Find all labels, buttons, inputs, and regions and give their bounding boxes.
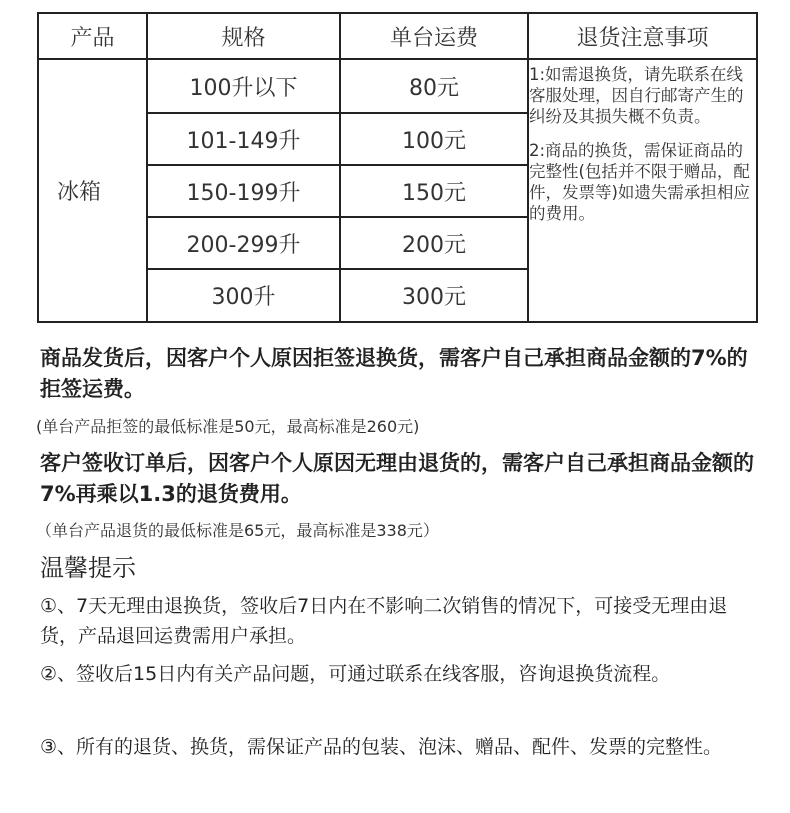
note-item: 2:商品的换货，需保证商品的完整性(包括并不限于赠品，配件，发票等)如遗失需承担相应的费用。 xyxy=(529,141,750,223)
tip-item: ①、7天无理由退换货，签收后7日内在不影响二次销售的情况下，可接受无理由退货，产品退回运费需用户承担。 xyxy=(40,595,728,647)
refusal-policy-note: (单台产品拒签的最低标准是50元，最高标准是260元) xyxy=(36,417,420,436)
header-spec: 规格 xyxy=(221,25,266,51)
fee-cell: 300元 xyxy=(402,285,466,310)
fee-cell: 80元 xyxy=(409,75,459,101)
header-notes: 退货注意事项 xyxy=(576,25,709,51)
tip-item: ③、所有的退货、换货，需保证产品的包装、泡沫、赠品、配件、发票的完整性。 xyxy=(40,736,723,758)
return-policy-text: 客户签收订单后，因客户个人原因无理由退货的，需客户自己承担商品金额的7%再乘以1.3的退货费用。 xyxy=(40,451,754,506)
spec-cell: 101-149升 xyxy=(186,128,301,154)
header-product: 产品 xyxy=(70,25,115,51)
spec-cell: 150-199升 xyxy=(186,180,301,206)
spec-cell: 200-299升 xyxy=(186,232,301,258)
spec-cell: 300升 xyxy=(211,285,276,310)
tips-title: 温馨提示 xyxy=(40,554,136,582)
shipping-fee-table xyxy=(37,12,758,323)
fee-cell: 100元 xyxy=(402,128,466,154)
return-notes-cell xyxy=(529,64,757,237)
header-fee: 单台运费 xyxy=(389,25,478,51)
tip-item: ②、签收后15日内有关产品问题，可通过联系在线客服，咨询退换货流程。 xyxy=(40,663,671,685)
fee-cell: 200元 xyxy=(402,232,466,258)
return-policy-note: （单台产品退货的最低标准是65元，最高标准是338元） xyxy=(36,521,439,540)
note-item: 1:如需退换货，请先联系在线客服处理，因自行邮寄产生的纠纷及其损失概不负责。 xyxy=(529,65,744,126)
refusal-policy-text: 商品发货后，因客户个人原因拒签退换货，需客户自己承担商品金额的7%的拒签运费。 xyxy=(40,346,748,401)
fee-cell: 150元 xyxy=(402,180,466,206)
product-cell: 冰箱 xyxy=(57,180,102,205)
spec-cell: 100升以下 xyxy=(189,75,298,101)
